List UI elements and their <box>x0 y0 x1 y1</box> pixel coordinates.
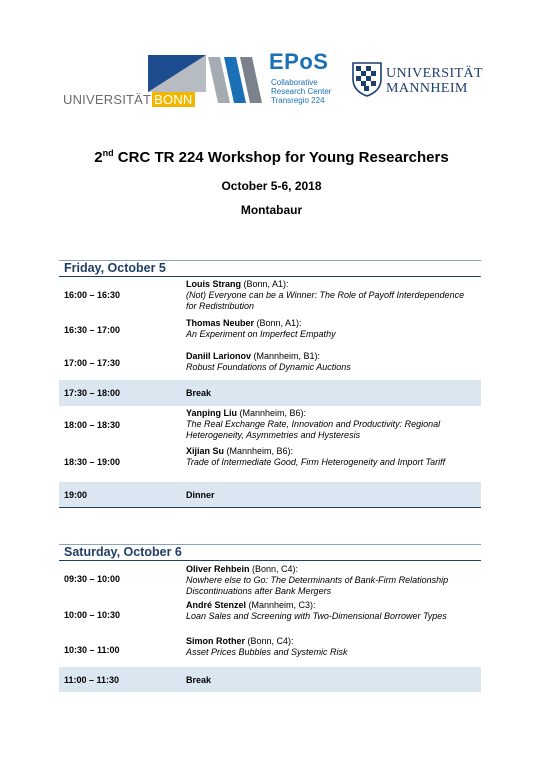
speaker-affiliation: (Bonn, A1): <box>254 318 302 328</box>
epos-title: EPoS <box>269 49 329 74</box>
mannheim-line1: UNIVERSITÄT <box>386 66 483 81</box>
saturday-schedule <box>59 544 481 692</box>
speaker-affiliation: (Mannheim, C3): <box>246 600 316 610</box>
talk-title: Nowhere else to Go: The Determinants of Bank-Firm Relationship Discontinuations after Bank Mergers <box>186 575 449 596</box>
speaker-affiliation: (Bonn, C4): <box>245 636 294 646</box>
time-slot: 11:00 – 11:30 <box>64 675 120 685</box>
speaker-affiliation: (Bonn, C4): <box>249 564 299 574</box>
schedule-row <box>59 446 481 482</box>
time-slot: 10:30 – 11:00 <box>64 645 120 655</box>
talk-title: Robust Foundations of Dynamic Auctions <box>186 362 351 372</box>
epos-sub-line: Research Center <box>271 87 332 96</box>
time-slot: 19:00 <box>64 490 88 500</box>
title-number: 2 <box>94 149 103 166</box>
talk-title: Loan Sales and Screening with Two-Dimensional Borrower Types <box>186 611 447 621</box>
speaker-name: Oliver Rehbein <box>186 564 250 574</box>
epos-subtitle <box>271 78 331 105</box>
talk-info <box>186 564 475 597</box>
speaker-affiliation: (Mannheim, B1): <box>251 351 321 361</box>
dinner-label: Dinner <box>186 490 215 500</box>
page-title <box>0 148 543 166</box>
event-dates: October 5-6, 2018 <box>221 179 322 193</box>
talk-title: (Not) Everyone can be a Winner: The Role of Payoff Interdependence for Redistribution <box>186 290 465 311</box>
event-location: Montabaur <box>240 203 303 217</box>
speaker-name: André Stenzel <box>186 600 247 610</box>
talk-title: The Real Exchange Rate, Innovation and Productivity: Regional Heterogeneity, Asymmetries and Hysteresis <box>186 419 441 440</box>
talk-info <box>186 318 475 340</box>
time-slot: 09:30 – 10:00 <box>64 574 121 584</box>
time-slot: 16:30 – 17:00 <box>64 325 121 335</box>
schedule-row <box>59 277 481 315</box>
talk-title: Trade of Intermediate Good, Firm Heterogeneity and Import Tariff <box>186 457 446 467</box>
friday-schedule <box>59 260 481 508</box>
time-slot: 18:00 – 18:30 <box>64 420 121 430</box>
break-label: Break <box>186 675 212 685</box>
logo-bar <box>62 49 492 112</box>
break-label: Break <box>186 388 212 398</box>
epos-sub-line: Collaborative <box>271 78 318 87</box>
epos-sub-line: Transregio 224 <box>271 96 325 105</box>
talk-info <box>186 279 475 312</box>
talk-info <box>186 636 475 658</box>
schedule-row <box>59 598 481 634</box>
speaker-name: Simon Rother <box>186 636 246 646</box>
mannheim-crest-icon <box>350 59 384 97</box>
schedule-row <box>59 561 481 598</box>
speaker-name: Xijian Su <box>186 446 225 456</box>
speaker-name: Yanping Liu <box>186 408 237 418</box>
talk-info <box>186 351 475 373</box>
epos-mark-icon <box>208 57 266 103</box>
talk-title: An Experiment on Imperfect Empathy <box>186 329 336 339</box>
day-heading: Friday, October 5 <box>59 260 481 277</box>
break-row <box>59 667 481 692</box>
schedule-row <box>59 406 481 446</box>
mannheim-logo-text <box>386 66 483 96</box>
speaker-affiliation: (Bonn, A1): <box>241 279 289 289</box>
talk-title: Asset Prices Bubbles and Systemic Risk <box>186 647 348 657</box>
speaker-name: Louis Strang <box>186 279 242 289</box>
dinner-row <box>59 482 481 508</box>
time-slot: 17:00 – 17:30 <box>64 358 121 368</box>
talk-info <box>186 408 475 441</box>
talk-info <box>186 446 475 468</box>
schedule-row <box>59 634 481 667</box>
bonn-name-text: BONN <box>154 92 193 107</box>
speaker-affiliation: (Mannheim, B6): <box>237 408 307 418</box>
break-row <box>59 380 481 406</box>
speaker-name: Thomas Neuber <box>186 318 255 328</box>
schedule-row <box>59 315 481 347</box>
title-text: CRC TR 224 Workshop for Young Researchers <box>113 149 449 166</box>
speaker-affiliation: (Mannheim, B6): <box>224 446 294 456</box>
bonn-prefix-text: UNIVERSITÄT <box>63 92 152 107</box>
time-slot: 18:30 – 19:00 <box>64 457 121 467</box>
day-heading: Saturday, October 6 <box>59 544 481 561</box>
time-slot: 16:00 – 16:30 <box>64 290 121 300</box>
speaker-name: Daniil Larionov <box>186 351 252 361</box>
university-bonn-logo <box>62 52 207 108</box>
bonn-logo-shape-icon <box>148 55 206 92</box>
title-ordinal: nd <box>102 148 114 158</box>
mannheim-line2: MANNHEIM <box>386 81 468 96</box>
time-slot: 10:00 – 10:30 <box>64 610 121 620</box>
time-slot: 17:30 – 18:00 <box>64 388 121 398</box>
schedule-row <box>59 347 481 380</box>
talk-info <box>186 600 475 622</box>
